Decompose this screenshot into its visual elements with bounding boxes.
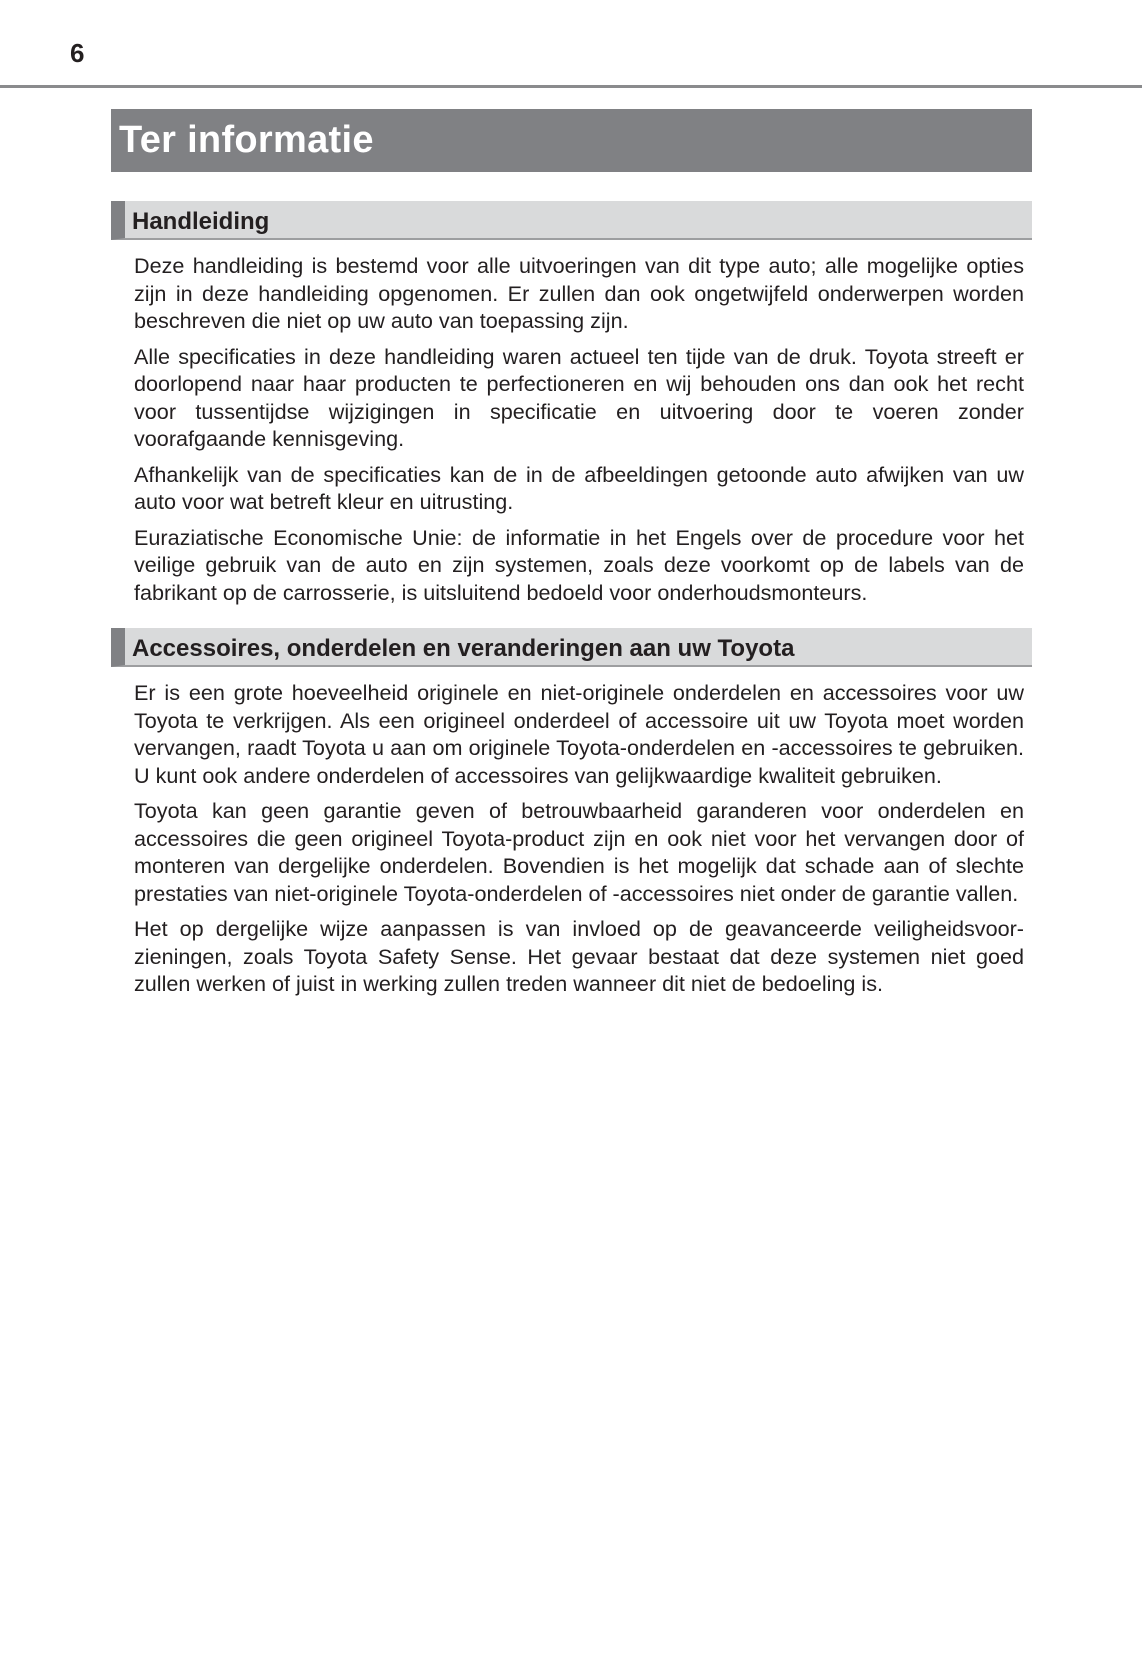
chapter-title: Ter informatie [119,119,374,161]
section-header [111,628,1032,667]
section-heading: Accessoires, onderdelen en veranderingen aan uw Toyota [132,635,795,662]
section-handleiding [111,201,1032,614]
section-heading: Handleiding [132,208,270,235]
section-body [134,252,1024,606]
paragraph: Er is een grote hoeveelheid originele en niet-originele onderdelen en accessoires voor uw Toyota te verkrijgen. Als een origineel onderdeel of accessoire uit uw Toyota moet worden vervangen, raadt Toyota u aan om originele Toyota-onderdelen en -accessoires te gebruiken. U kunt ook andere onderdelen of accessoires van gelijkwaardige kwaliteit gebruiken. [134,680,1024,788]
section-body [134,679,1024,998]
chapter-title-bar [111,109,1032,172]
section-header [111,201,1032,240]
paragraph: Afhankelijk van de specificaties kan de in de afbeeldingen getoonde auto afwijken van uw auto voor wat betreft kleur en uitrusting. [134,461,1024,514]
header-rule [0,85,1142,88]
page-number: 6 [70,38,85,68]
paragraph: Toyota kan geen garantie geven of betrouwbaarheid garanderen voor onderdelen en accessoires die geen origineel Toyota-product zijn en ook niet voor het vervangen door of monteren van dergelijke onderdelen. Bovendien is het mogelijk dat schade aan of slechte prestaties van niet-originele Toyota-onderdelen of -accessoires niet onder de garantie vallen. [134,798,1024,906]
paragraph: Euraziatische Economische Unie: de informatie in het Engels over de procedure voor het veilige gebruik van de auto en zijn systemen, zoals deze voorkomt op de labels van de fabrikant op de carrosserie, is uitsluitend bedoeld voor onderhoudsmonteurs. [134,524,1024,605]
paragraph: Alle specificaties in deze handleiding waren actueel ten tijde van de druk. Toyota streeft er doorlopend naar haar producten te perfectioneren en wij behouden ons dan ook het recht voor tussentijdse wijzigingen in specificatie en uitvoering door te voeren zonder voorafgaande kennisgeving. [134,343,1024,451]
paragraph: Het op dergelijke wijze aanpassen is van invloed op de geavanceerde veiligheidsvoorzieningen, zoals Toyota Safety Sense. Het gevaar bestaat dat deze systemen niet goed zullen werken of juist in werking zullen treden wanneer dit niet de bedoeling is. [134,916,1024,996]
section-accessoires [111,628,1032,1006]
paragraph: Deze handleiding is bestemd voor alle uitvoeringen van dit type auto; alle mogelijke opties zijn in deze handleiding opgenomen. Er zullen dan ook ongetwijfeld onderwerpen worden beschreven die niet op uw auto van toepassing zijn. [134,253,1024,333]
